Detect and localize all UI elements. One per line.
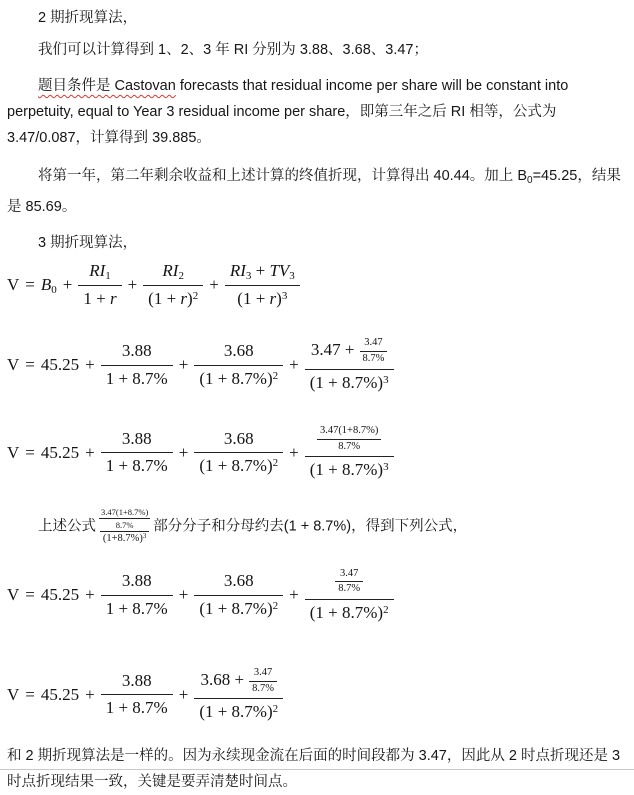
variable-tv: TV [269,261,290,280]
text-run: forecasts that residual income per share will be constant into perpetuity, equal to Year 3 residual income per share，即第三年之后 RI 相等，公式为 3.47/0.087，计算得到 39.885。 [7,78,569,146]
fraction-term-3 [305,337,394,393]
paragraph-discount-result [7,163,628,220]
exponent: 2 [272,703,279,716]
numerator [305,568,394,599]
numerator: 3.68 [223,428,254,448]
formula-tv-at-year3 [7,337,628,393]
formula-two-period [7,667,628,723]
denominator: 1 + 8.7% [101,694,173,718]
text-run: (1+8.7%) [102,532,143,544]
paragraph-condition [7,73,628,151]
nested-fraction [99,507,150,530]
plus-sign: + [178,585,189,605]
plus-sign: + [289,442,299,462]
plus-sign: + [62,275,73,294]
denominator [78,285,121,309]
formula-tv-grown [7,425,628,481]
text-run: (1 + 8.7%) [199,598,273,618]
text-run: (1 + 8.7%) [199,456,273,476]
fraction-term-3 [305,425,394,481]
plus-sign: + [251,261,270,280]
nested-denominator: 8.7% [249,681,277,696]
paragraph-ri-values [7,37,628,63]
text-run: 我们可以计算得到 1、2、3 年 RI 分别为 3.88、3.68、3.47； [38,42,428,58]
equals-sign: = [25,354,35,374]
text-run: (1 + 8.7%) [309,602,384,622]
subscript-b0: 0 [527,175,533,186]
spellcheck-underlined-text: 题目条件是 Castovan [38,78,176,94]
fraction-term-2 [194,571,283,619]
plus-sign: + [85,354,95,374]
numerator [194,667,283,698]
numerator: 3.68 [223,341,254,361]
book-value: 45.25 [40,442,80,462]
book-value: 45.25 [40,585,80,605]
variable-r: r [180,289,188,308]
denominator [194,595,283,619]
plus-sign: + [178,354,189,374]
variable-ri: RI [89,261,106,280]
subscript: 3 [245,270,252,282]
plus-sign: + [178,442,189,462]
numerator: 3.88 [121,670,152,690]
text-run: (1 + 8.7%) [309,460,384,480]
exponent: 2 [272,369,279,382]
denominator [194,452,283,476]
book-value: 45.25 [40,354,80,374]
denominator [194,698,283,722]
nested-denominator: 8.7% [335,581,363,596]
formula-simplified [7,568,628,624]
denominator [100,531,150,546]
text-run: 上述公式 [38,517,96,534]
text-run: (1 + 8.7%) [309,372,384,392]
paragraph-simplify [7,507,628,546]
exponent: 3 [383,461,389,474]
fraction-term-3 [305,568,394,624]
denominator: 1 + 8.7% [101,595,173,619]
denominator: 1 + 8.7% [101,452,173,476]
subscript: 2 [178,270,184,282]
book-value-term [41,275,57,296]
fraction-term-1 [101,429,173,477]
nested-fraction [335,568,363,596]
fraction-term-2 [194,667,283,723]
subscript: 3 [289,270,295,282]
text-run: =45.25，结果是 85.69。 [7,168,621,215]
plus-sign: + [209,275,219,294]
nested-numerator: 3.47 [339,567,359,579]
nested-fraction [360,337,388,365]
text-run: 3 期折现算法， [38,235,138,251]
nested-fraction [249,667,277,695]
nested-numerator: 3.47 [253,667,273,679]
denominator [143,285,203,309]
text-run: (1 + 8.7%) [199,368,273,388]
plus-sign: + [289,585,299,605]
numerator [143,261,203,285]
denominator: 1 + 8.7% [101,365,173,389]
formula-lhs: V [7,275,20,294]
exponent: 2 [192,290,199,302]
text-run: 1 + [83,289,110,308]
text-run: 3.47 + [310,340,355,360]
denominator [305,599,394,623]
nested-denominator: 8.7% [360,351,388,366]
numerator [305,337,394,368]
exponent: 3 [281,290,288,302]
nested-numerator: 3.47(1+8.7%) [319,424,379,436]
text-run: 和 2 期折现算法是一样的。因为永续现金流在后面的时间段都为 3.47，因此从 2 时点折现还是 3 时点折现结果一致，关键是要弄清楚时间点。 [7,747,621,790]
text-run: 部分分子和分母约去(1 + 8.7%)，得到下列公式， [153,517,468,534]
variable-r: r [109,289,117,308]
fraction-term-2 [194,429,283,477]
text-run: 2 期折现算法， [38,10,138,26]
text-run: 将第一年，第二年剩余收益和上述计算的终值折现，计算得出 40.44。加上 B [38,168,528,184]
plus-sign: + [178,684,189,704]
numerator [78,261,121,285]
denominator [305,456,394,480]
fraction-term-1 [101,571,173,619]
plus-sign: + [85,442,95,462]
plus-sign: + [127,275,138,294]
paragraph-method3-title [7,230,628,256]
numerator [305,425,394,456]
numerator: 3.88 [121,428,152,448]
plus-sign: + [85,684,95,704]
inline-formula-cancel [99,507,150,546]
formula-lhs: V [7,354,20,374]
fraction-term-2 [194,341,283,389]
fraction-term-1 [101,341,173,389]
fraction-term-2 [143,261,203,309]
formula-lhs: V [7,585,20,605]
variable-ri: RI [229,261,246,280]
denominator [305,369,394,393]
variable-r: r [269,289,277,308]
subscript: 0 [51,283,57,296]
formula-general-model [7,261,628,309]
text-run: 3.68 + [200,670,245,690]
variable-b: B [40,274,52,294]
nested-numerator: 3.47(1+8.7%) [101,506,149,517]
fraction-term-1 [101,671,173,719]
denominator [194,365,283,389]
equals-sign: = [25,442,35,462]
numerator [225,261,300,285]
exponent: 2 [272,457,279,470]
nested-fraction [317,425,381,453]
text-run: ) [276,289,282,308]
exponent: 3 [142,531,147,540]
numerator: 3.88 [121,341,152,361]
exponent: 2 [272,599,279,612]
nested-numerator: 3.47 [364,337,383,349]
exponent: 3 [383,373,389,386]
nested-denominator: 8.7% [317,439,381,454]
formula-lhs: V [7,442,20,462]
text-run: (1 + [148,289,181,308]
equals-sign: = [25,275,35,294]
formula-lhs: V [7,684,20,704]
numerator: 3.68 [223,571,254,591]
subscript: 1 [105,270,111,282]
variable-ri: RI [162,261,179,280]
fraction-term-1 [78,261,121,309]
denominator [225,285,300,309]
numerator: 3.88 [121,571,152,591]
text-run: (1 + [237,289,270,308]
equals-sign: = [25,585,35,605]
plus-sign: + [289,354,299,374]
exponent: 2 [383,603,389,616]
text-run: ) [187,289,193,308]
paragraph-method2-title [7,5,628,31]
nested-denominator: 8.7% [99,518,150,530]
fraction-term-3 [225,261,300,309]
text-run: (1 + 8.7%) [199,702,273,722]
plus-sign: + [85,585,95,605]
book-value: 45.25 [40,684,80,704]
equals-sign: = [25,684,35,704]
